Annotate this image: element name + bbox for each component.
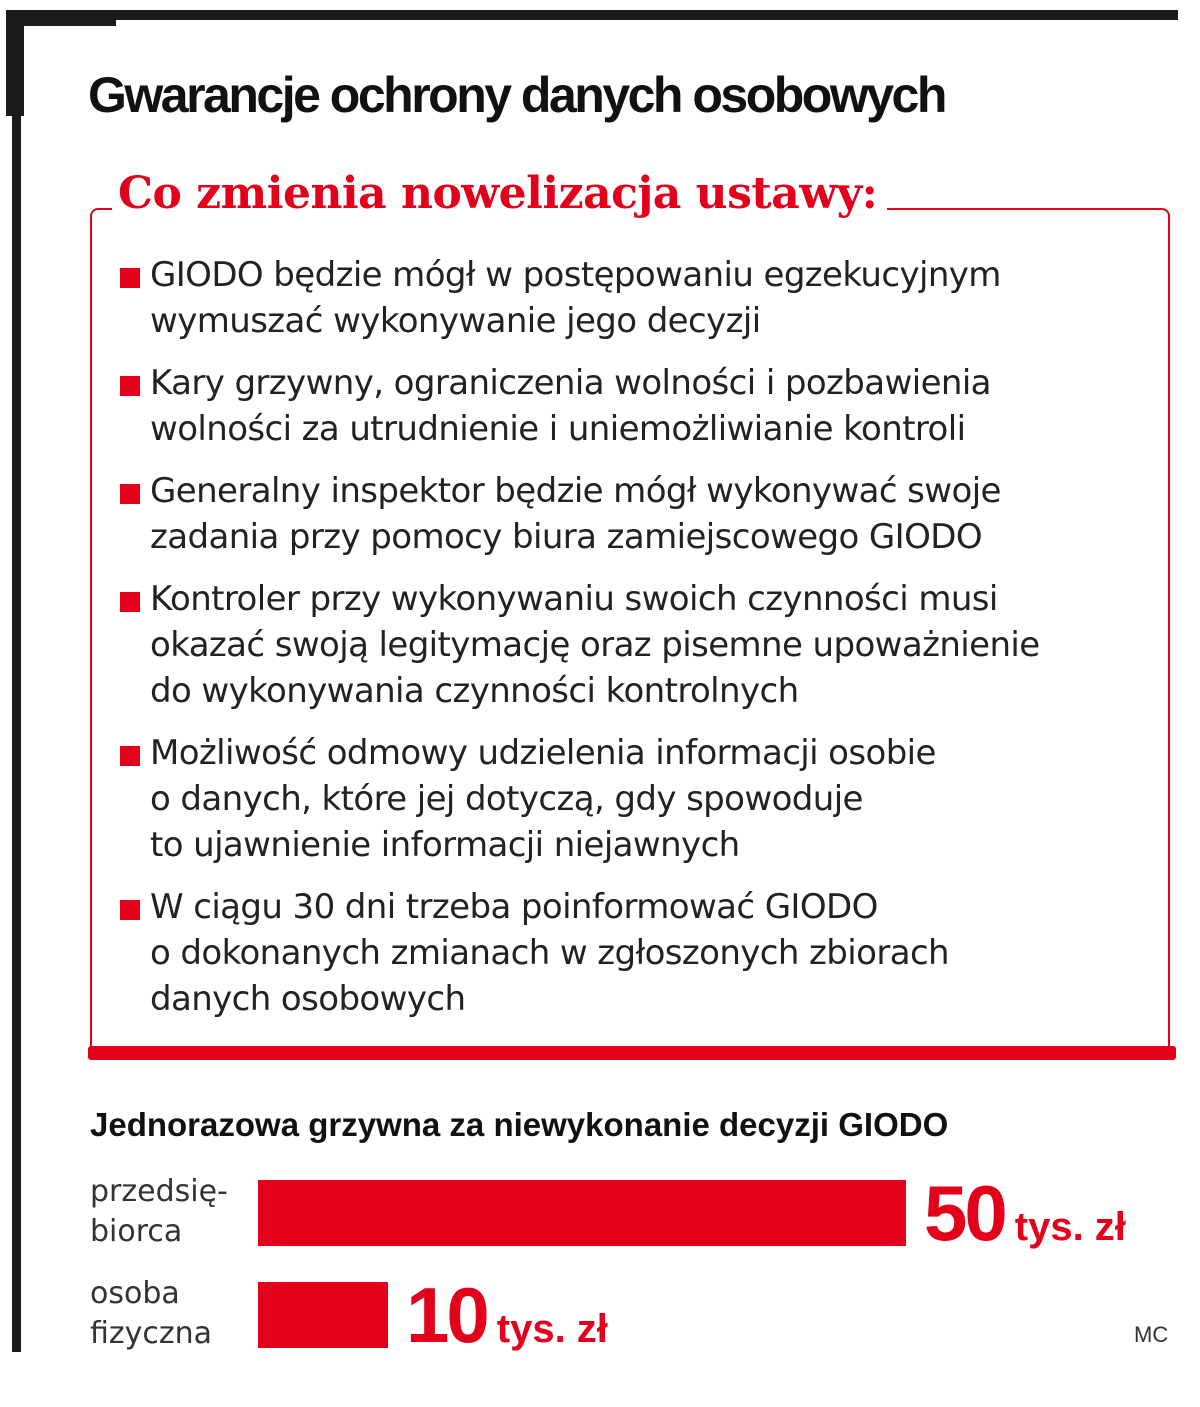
- value-label-osoba-fizyczna: [406, 1270, 608, 1361]
- bar-przedsiebiorca: [258, 1180, 906, 1246]
- list-item: [120, 884, 1160, 1022]
- list-item-line: o danych, które jej dotyczą, gdy spowoduje: [150, 779, 863, 819]
- list-item-line: GIODO będzie mógł w postępowaniu egzekucyjnym: [150, 255, 1001, 295]
- page-title: Gwarancje ochrony danych osobowych: [88, 67, 945, 123]
- list-item-line: wolności za utrudnienie i uniemożliwianie kontroli: [150, 409, 966, 449]
- value-number: 50: [924, 1169, 1005, 1257]
- square-bullet-icon: [120, 484, 140, 504]
- list-item: [120, 576, 1160, 714]
- square-bullet-icon: [120, 900, 140, 920]
- chart-title: Jednorazowa grzywna za niewykonanie decyzji GIODO: [90, 1106, 949, 1143]
- square-bullet-icon: [120, 376, 140, 396]
- list-item-line: zadania przy pomocy biura zamiejscowego GIODO: [150, 517, 983, 557]
- list-item-line: okazać swoją legitymację oraz pisemne upoważnienie: [150, 625, 1040, 665]
- list-item-line: wymuszać wykonywanie jego decyzji: [150, 301, 761, 341]
- frame-left-rule: [12, 16, 21, 1352]
- list-item-line: Kary grzywny, ograniczenia wolności i pozbawienia: [150, 363, 991, 403]
- changes-list: [120, 252, 1160, 1038]
- list-item-line: o dokonanych zmianach w zgłoszonych zbiorach: [150, 933, 949, 973]
- list-item-line: Generalny inspektor będzie mógł wykonywać swoje: [150, 471, 1001, 511]
- value-label-przedsiebiorca: [924, 1168, 1126, 1259]
- list-item: [120, 360, 1160, 452]
- category-label-line: osoba: [90, 1276, 180, 1311]
- square-bullet-icon: [120, 592, 140, 612]
- list-item: [120, 468, 1160, 560]
- category-label-line: biorca: [90, 1214, 183, 1249]
- category-label-line: przedsię-: [90, 1174, 228, 1209]
- list-item-line: danych osobowych: [150, 979, 466, 1019]
- square-bullet-icon: [120, 746, 140, 766]
- category-label-przedsiebiorca: [90, 1172, 260, 1252]
- credit: MC: [1134, 1322, 1169, 1347]
- value-unit: tys. zł: [1014, 1205, 1126, 1249]
- list-item: [120, 252, 1160, 344]
- category-label-osoba-fizyczna: [90, 1274, 260, 1354]
- category-label-line: fizyczna: [90, 1316, 213, 1351]
- changes-box-heading: Co zmienia nowelizacja ustawy:: [112, 168, 887, 219]
- frame-corner-vertical: [6, 10, 24, 116]
- square-bullet-icon: [120, 268, 140, 288]
- bar-osoba-fizyczna: [258, 1282, 388, 1348]
- list-item-line: to ujawnienie informacji niejawnych: [150, 825, 740, 865]
- value-unit: tys. zł: [496, 1307, 608, 1351]
- list-item-line: Kontroler przy wykonywaniu swoich czynności musi: [150, 579, 998, 619]
- changes-box-bottom-bar: [88, 1046, 1176, 1060]
- list-item: [120, 730, 1160, 868]
- list-item-line: do wykonywania czynności kontrolnych: [150, 671, 799, 711]
- list-item-line: W ciągu 30 dni trzeba poinformować GIODO: [150, 887, 878, 927]
- frame-top-rule: [12, 10, 1178, 20]
- list-item-line: Możliwość odmowy udzielenia informacji osobie: [150, 733, 936, 773]
- value-number: 10: [406, 1271, 487, 1359]
